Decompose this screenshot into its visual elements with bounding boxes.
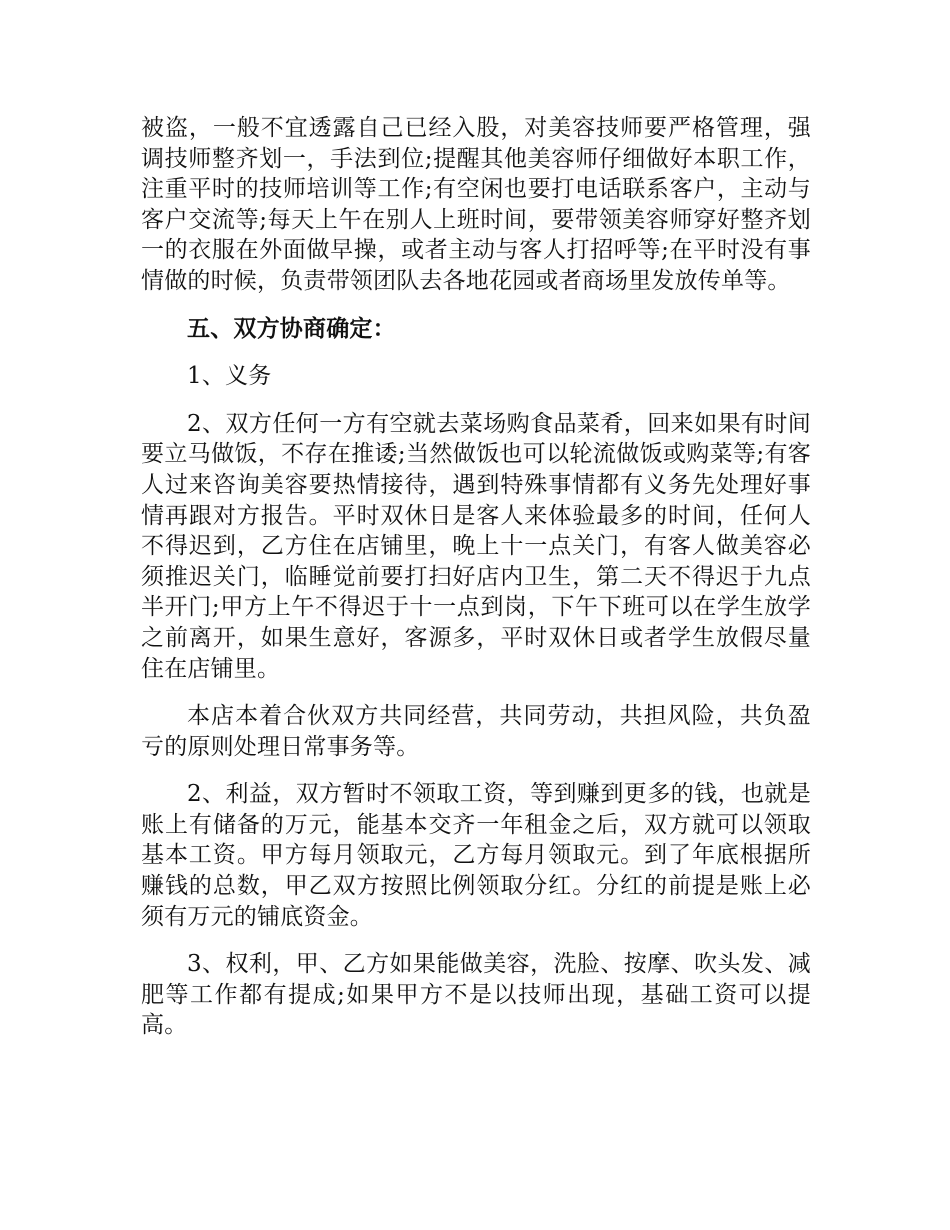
paragraph-duties-continuation: 被盗，一般不宜透露自己已经入股，对美容技师要严格管理，强调技师整齐划一，手法到位;提醒其他美容师仔细做好本职工作，注重平时的技师培训等工作;有空闲也要打电话联系客户，主动与客户交流等;每天上午在别人上班时间，要带领美容师穿好整齐划一的衣服在外面做早操，或者主动与客人打招呼等;在平时没有事情做的时候，负责带领团队去各地花园或者商场里发放传单等。 (141, 115, 811, 294)
paragraph-obligations-detail: 2、双方任何一方有空就去菜场购食品菜肴，回来如果有时间要立马做饭，不存在推诿;当然做饭也可以轮流做饭或购菜等;有客人过来咨询美容要热情接待，遇到特殊事情都有义务先处理好事情再跟对方报告。平时双休日是客人来体验最多的时间，任何人不得迟到，乙方住在店铺里，晚上十一点关门，有客人做美容必须推迟关门，临睡觉前要打扫好店内卫生，第二天不得迟于九点半开门;甲方上午不得迟于十一点到岗，下午下班可以在学生放学之前离开，如果生意好，客源多，平时双休日或者学生放假尽量住在店铺里。 (141, 410, 811, 682)
paragraph-rights: 3、权利，甲、乙方如果能做美容，洗脸、按摩、吹头发、减肥等工作都有提成;如果甲方不是以技师出现，基础工资可以提高。 (141, 951, 811, 1039)
paragraph-principle: 本店本着合伙双方共同经营，共同劳动，共担风险，共负盈亏的原则处理日常事务等。 (141, 703, 811, 760)
paragraph-obligations-title: 1、义务 (187, 363, 272, 390)
document-page (141, 113, 811, 1058)
paragraph-benefits: 2、利益，双方暂时不领取工资，等到赚到更多的钱，也就是账上有储备的万元，能基本交齐一年租金之后，双方就可以领取基本工资。甲方每月领取元，乙方每月领取元。到了年底根据所赚钱的总数，甲乙双方按照比例领取分红。分红的前提是账上必须有万元的铺底资金。 (141, 781, 811, 930)
section-heading-five: 五、双方协商确定： (187, 314, 396, 342)
